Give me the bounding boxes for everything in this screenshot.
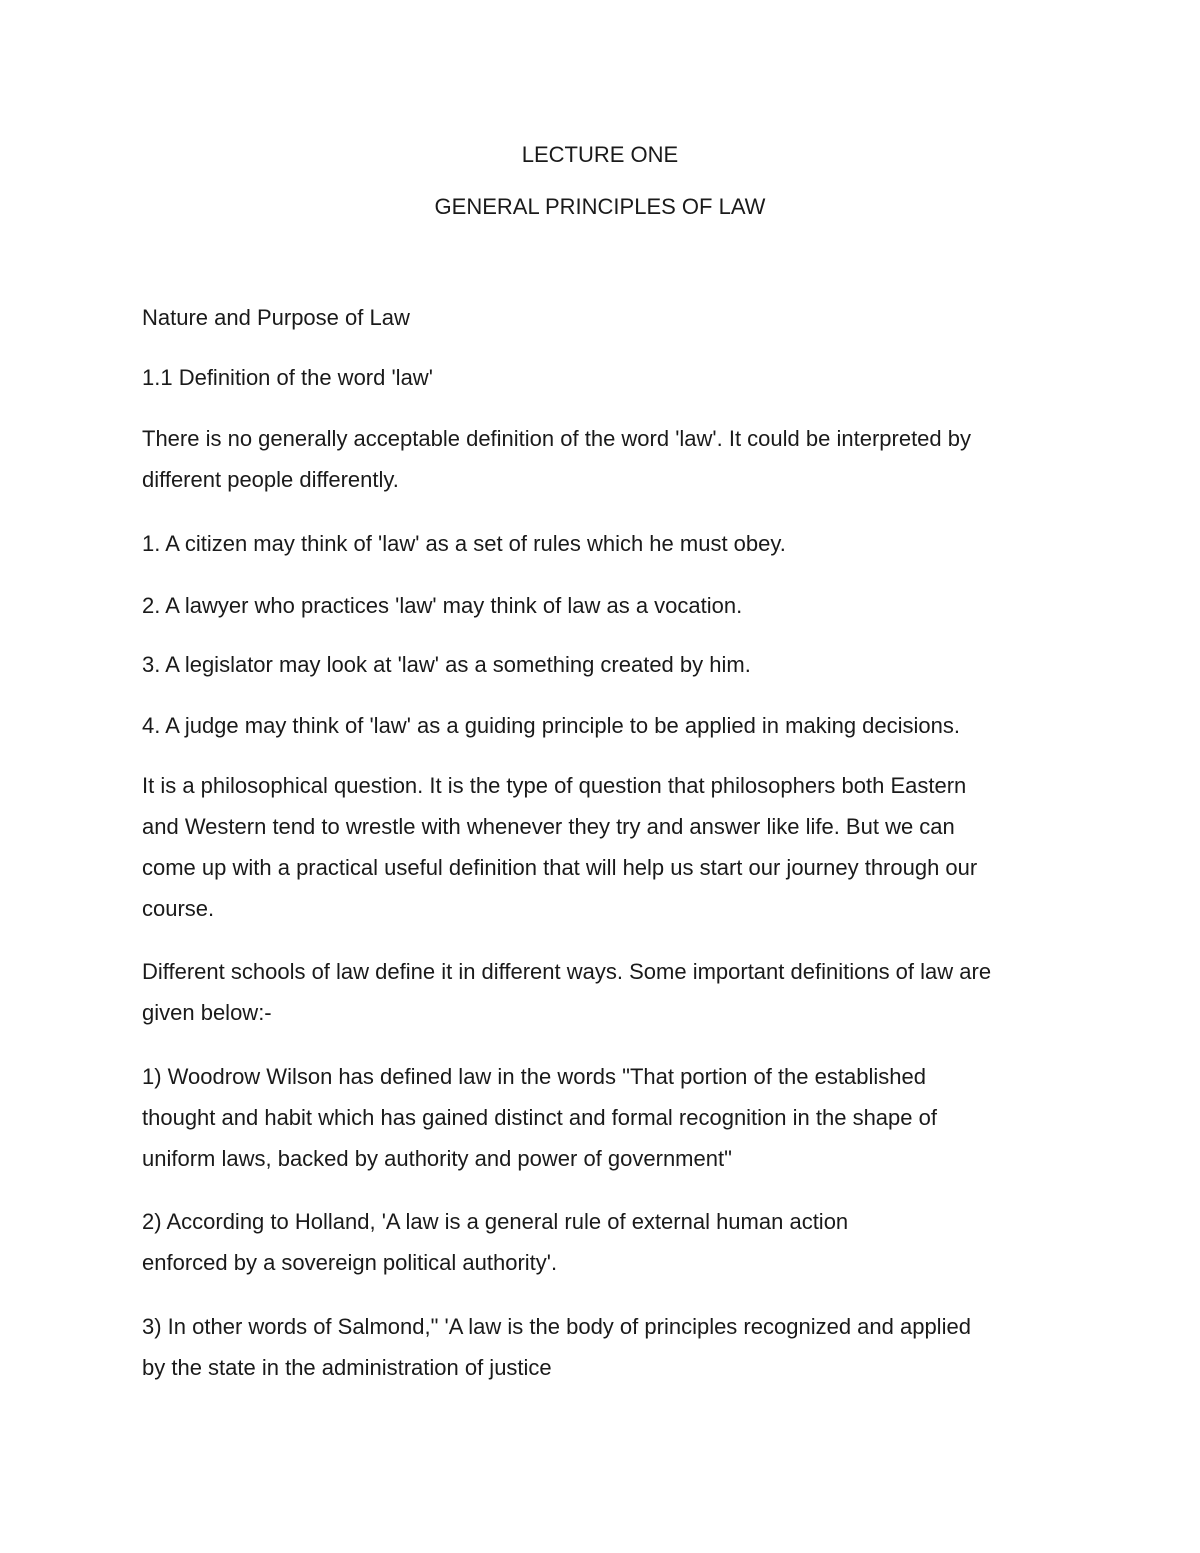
view-item-legislator: 3. A legislator may look at 'law' as a something created by him. <box>142 652 751 677</box>
philosophical-line-2: and Western tend to wrestle with whenever they try and answer like life. But we can <box>142 814 955 839</box>
definition-holland-line-1: 2) According to Holland, 'A law is a general rule of external human action <box>142 1209 849 1234</box>
definition-wilson-line-2: thought and habit which has gained distinct and formal recognition in the shape of <box>142 1105 937 1130</box>
philosophical-line-1: It is a philosophical question. It is the type of question that philosophers both Eastern <box>142 773 967 798</box>
definition-holland-line-2: enforced by a sovereign political authority'. <box>142 1250 558 1275</box>
philosophical-line-3: come up with a practical useful definition that will help us start our journey through our <box>142 855 978 880</box>
subsection-heading: 1.1 Definition of the word 'law' <box>142 365 433 390</box>
schools-line-2: given below:- <box>142 1000 272 1025</box>
page-title: LECTURE ONE <box>521 142 679 167</box>
schools-line-1: Different schools of law define it in different ways. Some important definitions of law are <box>142 959 992 984</box>
section-heading: Nature and Purpose of Law <box>142 305 410 330</box>
intro-line-2: different people differently. <box>142 467 399 492</box>
view-item-lawyer: 2. A lawyer who practices 'law' may think of law as a vocation. <box>142 593 743 618</box>
definition-salmond-line-1: 3) In other words of Salmond," 'A law is the body of principles recognized and applied <box>142 1314 971 1339</box>
definition-salmond-line-2: by the state in the administration of justice <box>142 1355 552 1380</box>
view-item-judge: 4. A judge may think of 'law' as a guiding principle to be applied in making decisions. <box>142 713 961 738</box>
page-subtitle: GENERAL PRINCIPLES OF LAW <box>434 194 766 219</box>
definition-wilson-line-3: uniform laws, backed by authority and power of government" <box>142 1146 732 1171</box>
intro-line-1: There is no generally acceptable definition of the word 'law'. It could be interpreted by <box>142 426 971 451</box>
view-item-citizen: 1. A citizen may think of 'law' as a set of rules which he must obey. <box>142 531 786 556</box>
definition-wilson-line-1: 1) Woodrow Wilson has defined law in the words "That portion of the established <box>142 1064 926 1089</box>
philosophical-line-4: course. <box>142 896 215 921</box>
